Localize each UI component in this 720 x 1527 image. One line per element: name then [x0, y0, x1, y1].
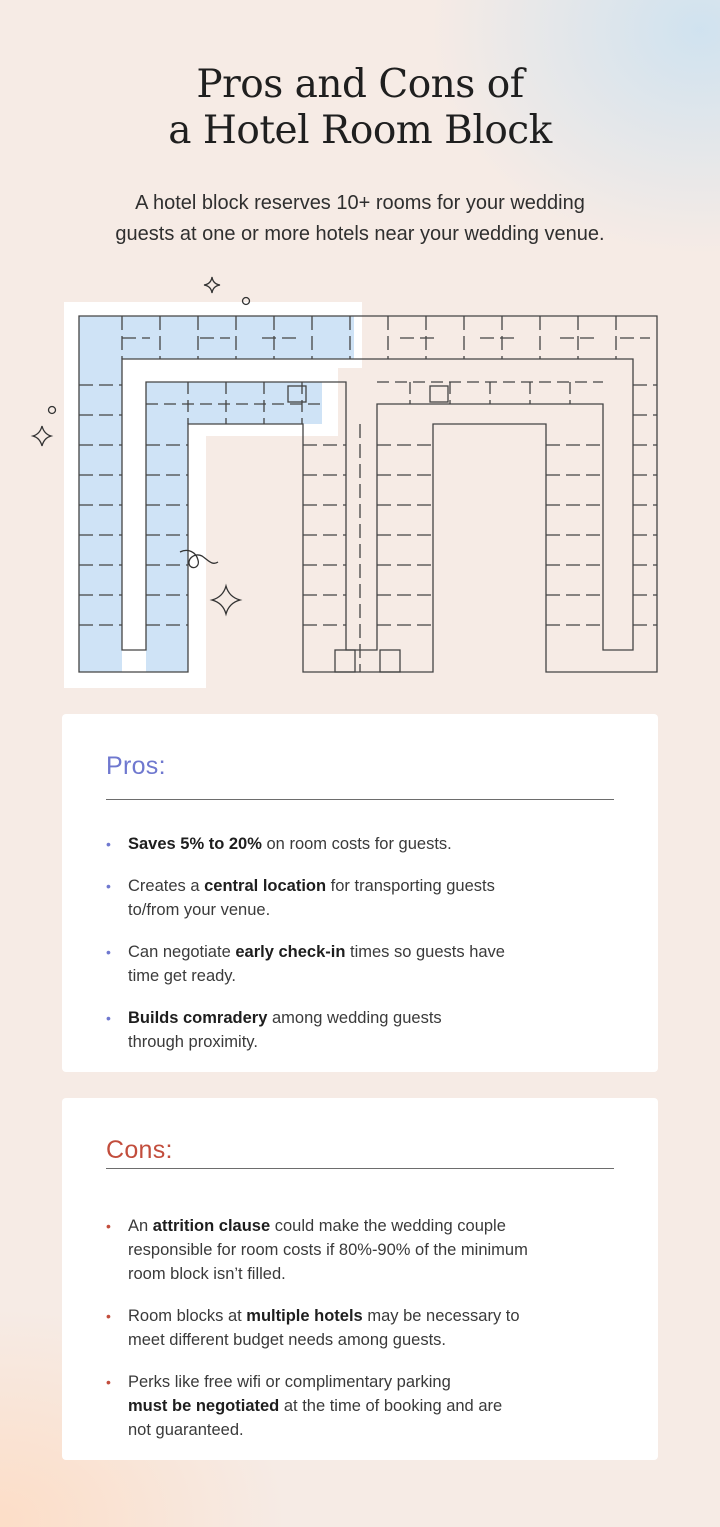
- sparkle-icon: [212, 586, 240, 614]
- pros-item: [106, 940, 618, 988]
- room-block-highlight: [64, 302, 362, 688]
- cons-item-line: [128, 1238, 618, 1262]
- subtitle-line: guests at one or more hotels near your wedding venue.: [115, 223, 605, 245]
- pros-text: to/from your venue.: [128, 901, 271, 919]
- pros-highlight: Saves 5% to 20%: [128, 835, 262, 853]
- right-wing-rooms: [546, 385, 657, 625]
- cons-card: [62, 1098, 658, 1460]
- cons-item-line: [128, 1418, 618, 1442]
- pros-heading: Pros:: [106, 752, 166, 780]
- cons-text: not guaranteed.: [128, 1421, 244, 1439]
- cons-list: [106, 1196, 618, 1442]
- sparkle-icon: [204, 277, 220, 293]
- pros-item: [106, 832, 618, 856]
- pros-text: Can negotiate: [128, 943, 236, 961]
- pros-text: on room costs for guests.: [261, 835, 452, 853]
- cons-text: may be necessary to: [362, 1307, 520, 1325]
- utility-box: [430, 386, 448, 402]
- cons-item-line: [128, 1214, 618, 1238]
- pros-highlight: Builds comradery: [128, 1009, 268, 1027]
- cons-text: Perks like free wifi or complimentary parking: [128, 1373, 451, 1391]
- cons-text: room block isn’t filled.: [128, 1265, 286, 1283]
- cons-item: [106, 1304, 618, 1352]
- pros-text: time get ready.: [128, 967, 236, 985]
- pros-divider: [106, 799, 614, 800]
- cons-text: meet different budget needs among guests.: [128, 1331, 446, 1349]
- page-subtitle: [60, 188, 660, 250]
- cons-text: Room blocks at: [128, 1307, 247, 1325]
- pros-text: times so guests have: [345, 943, 505, 961]
- cons-heading: Cons:: [106, 1136, 173, 1164]
- pros-text: for transporting guests: [326, 877, 495, 895]
- pros-text: among wedding guests: [267, 1009, 442, 1027]
- pros-item-line: [128, 898, 618, 922]
- bullet-icon: •: [106, 1374, 111, 1390]
- cons-item-line: [128, 1328, 618, 1352]
- cons-highlight: multiple hotels: [246, 1307, 363, 1325]
- pros-item-line: [128, 964, 618, 988]
- hotel-floor-plan: [0, 260, 720, 700]
- cons-text: responsible for room costs if 80%-90% of the minimum: [128, 1241, 528, 1259]
- cons-item-line: [128, 1394, 618, 1418]
- pros-item-line: [128, 1030, 618, 1054]
- block-wing-left-inner: [146, 382, 188, 672]
- pros-highlight: central location: [204, 877, 327, 895]
- small-circle-icon: [49, 407, 56, 414]
- title-line: Pros and Cons of: [196, 62, 524, 107]
- subtitle-line: A hotel block reserves 10+ rooms for your wedding: [135, 192, 585, 214]
- pros-item-line: [128, 832, 618, 856]
- cons-item-line: [128, 1304, 618, 1328]
- cons-divider: [106, 1168, 614, 1169]
- cons-item-line: [128, 1370, 618, 1394]
- pros-item: [106, 874, 618, 922]
- pros-item-line: [128, 940, 618, 964]
- pros-text: through proximity.: [128, 1033, 258, 1051]
- cons-text: could make the wedding couple: [270, 1217, 506, 1235]
- pros-item-line: [128, 1006, 618, 1030]
- bullet-icon: •: [106, 1218, 111, 1234]
- cons-item: [106, 1370, 618, 1442]
- stair-box: [335, 650, 355, 672]
- cons-text: at the time of booking and are: [279, 1397, 503, 1415]
- pros-item: [106, 1006, 618, 1054]
- cons-text: An: [128, 1217, 153, 1235]
- pros-card: [62, 714, 658, 1072]
- bullet-icon: •: [106, 1308, 111, 1324]
- middle-wing-rooms: [303, 424, 433, 672]
- bullet-icon: •: [106, 944, 111, 960]
- bullet-icon: •: [106, 1010, 111, 1026]
- pros-list: [106, 814, 618, 1054]
- sparkle-icon: [33, 426, 51, 446]
- pros-item-line: [128, 874, 618, 898]
- cons-item: [106, 1214, 618, 1286]
- bullet-icon: •: [106, 836, 111, 852]
- bullet-icon: •: [106, 878, 111, 894]
- cons-highlight: must be negotiated: [128, 1397, 280, 1415]
- title-line: a Hotel Room Block: [168, 108, 552, 153]
- cons-item-line: [128, 1262, 618, 1286]
- page-title: [0, 62, 720, 154]
- stair-box: [380, 650, 400, 672]
- block-wing-left: [79, 316, 122, 672]
- pros-text: Creates a: [128, 877, 205, 895]
- cons-highlight: attrition clause: [152, 1217, 271, 1235]
- pros-highlight: early check-in: [235, 943, 346, 961]
